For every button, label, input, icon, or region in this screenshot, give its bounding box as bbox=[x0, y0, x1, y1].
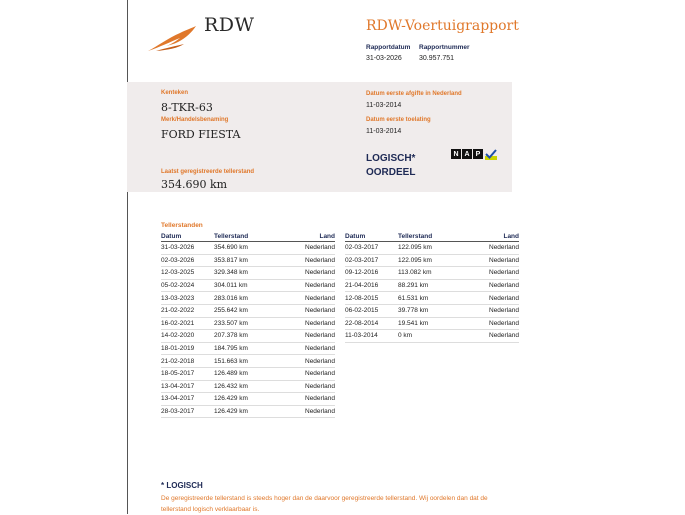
row-tellerstand: 113.082 km bbox=[398, 267, 468, 280]
eerste-toelating-value: 11-03-2014 bbox=[366, 128, 402, 135]
rapportnummer-label: Rapportnummer bbox=[419, 44, 470, 51]
row-tellerstand: 304.011 km bbox=[214, 279, 284, 292]
row-land: Nederland bbox=[284, 267, 335, 280]
row-tellerstand: 122.095 km bbox=[398, 242, 468, 255]
row-land: Nederland bbox=[284, 393, 335, 406]
row-land: Nederland bbox=[284, 317, 335, 330]
row-datum: 31-03-2026 bbox=[161, 242, 214, 255]
row-datum: 12-08-2015 bbox=[345, 292, 398, 305]
col-datum: Datum bbox=[161, 231, 214, 242]
table-row bbox=[345, 317, 519, 330]
merk-value: FORD FIESTA bbox=[161, 128, 241, 141]
row-datum: 12-03-2025 bbox=[161, 267, 214, 280]
table-row bbox=[161, 267, 335, 280]
col-tellerstand: Tellerstand bbox=[214, 231, 284, 242]
row-datum: 21-02-2018 bbox=[161, 355, 214, 368]
col-land: Land bbox=[468, 231, 519, 242]
table-row bbox=[161, 367, 335, 380]
row-land: Nederland bbox=[468, 317, 519, 330]
table-row bbox=[161, 355, 335, 368]
row-datum: 05-02-2024 bbox=[161, 279, 214, 292]
merk-label: Merk/Handelsbenaming bbox=[161, 117, 229, 123]
row-tellerstand: 126.429 km bbox=[214, 393, 284, 406]
nap-badge bbox=[451, 148, 497, 160]
report-title: RDW-Voertuigrapport bbox=[366, 18, 519, 34]
eerste-afgifte-label: Datum eerste afgifte in Nederland bbox=[366, 91, 462, 97]
row-land: Nederland bbox=[284, 330, 335, 343]
nap-letter: P bbox=[473, 149, 483, 159]
table-row bbox=[345, 304, 519, 317]
row-datum: 21-02-2022 bbox=[161, 304, 214, 317]
laatste-tellerstand-label: Laatst geregistreerde tellerstand bbox=[161, 169, 255, 175]
row-land: Nederland bbox=[284, 304, 335, 317]
table-row bbox=[161, 330, 335, 343]
row-tellerstand: 354.690 km bbox=[214, 242, 284, 255]
row-tellerstand: 126.429 km bbox=[214, 405, 284, 418]
row-tellerstand: 126.489 km bbox=[214, 367, 284, 380]
table-row bbox=[161, 292, 335, 305]
row-datum: 22-08-2014 bbox=[345, 317, 398, 330]
row-tellerstand: 184.795 km bbox=[214, 342, 284, 355]
table-row bbox=[345, 254, 519, 267]
kenteken-label: Kenteken bbox=[161, 90, 189, 96]
row-land: Nederland bbox=[284, 254, 335, 267]
row-datum: 06-02-2015 bbox=[345, 304, 398, 317]
table-row bbox=[345, 267, 519, 280]
row-land: Nederland bbox=[468, 267, 519, 280]
col-land: Land bbox=[284, 231, 335, 242]
row-land: Nederland bbox=[284, 342, 335, 355]
row-land: Nederland bbox=[468, 304, 519, 317]
row-land: Nederland bbox=[284, 405, 335, 418]
tellerstanden-table-left bbox=[161, 231, 335, 418]
table-row bbox=[161, 380, 335, 393]
table-row bbox=[161, 304, 335, 317]
row-datum: 14-02-2020 bbox=[161, 330, 214, 343]
row-datum: 02-03-2026 bbox=[161, 254, 214, 267]
table-header-row bbox=[345, 231, 519, 242]
row-tellerstand: 255.642 km bbox=[214, 304, 284, 317]
row-land: Nederland bbox=[284, 279, 335, 292]
tellerstanden-title: Tellerstanden bbox=[161, 222, 203, 229]
row-tellerstand: 126.432 km bbox=[214, 380, 284, 393]
table-row bbox=[345, 279, 519, 292]
row-tellerstand: 233.507 km bbox=[214, 317, 284, 330]
row-tellerstand: 353.817 km bbox=[214, 254, 284, 267]
footnote-title: * LOGISCH bbox=[161, 481, 203, 490]
table-row bbox=[345, 242, 519, 255]
tellerstanden-table-right bbox=[345, 231, 519, 343]
table-row bbox=[345, 292, 519, 305]
check-icon bbox=[485, 149, 497, 160]
nap-letter: N bbox=[451, 149, 461, 159]
row-land: Nederland bbox=[468, 279, 519, 292]
row-tellerstand: 0 km bbox=[398, 330, 468, 343]
rapportdatum-value: 31-03-2026 bbox=[366, 55, 402, 62]
row-land: Nederland bbox=[468, 330, 519, 343]
row-datum: 13-03-2023 bbox=[161, 292, 214, 305]
col-tellerstand: Tellerstand bbox=[398, 231, 468, 242]
row-tellerstand: 151.663 km bbox=[214, 355, 284, 368]
row-land: Nederland bbox=[468, 292, 519, 305]
row-land: Nederland bbox=[284, 367, 335, 380]
row-datum: 16-02-2021 bbox=[161, 317, 214, 330]
eerste-toelating-label: Datum eerste toelating bbox=[366, 117, 431, 123]
row-datum: 11-03-2014 bbox=[345, 330, 398, 343]
table-row bbox=[161, 242, 335, 255]
row-datum: 18-05-2017 bbox=[161, 367, 214, 380]
brand-name: RDW bbox=[204, 14, 255, 36]
kenteken-value: 8-TKR-63 bbox=[161, 101, 213, 114]
laatste-tellerstand-value: 354.690 km bbox=[161, 178, 228, 191]
row-tellerstand: 122.095 km bbox=[398, 254, 468, 267]
row-tellerstand: 19.541 km bbox=[398, 317, 468, 330]
row-tellerstand: 39.778 km bbox=[398, 304, 468, 317]
col-datum: Datum bbox=[345, 231, 398, 242]
row-tellerstand: 61.531 km bbox=[398, 292, 468, 305]
table-row bbox=[345, 330, 519, 343]
table-row bbox=[161, 342, 335, 355]
row-datum: 21-04-2016 bbox=[345, 279, 398, 292]
table-row bbox=[161, 279, 335, 292]
row-datum: 13-04-2017 bbox=[161, 393, 214, 406]
row-datum: 02-03-2017 bbox=[345, 254, 398, 267]
footnote-text: De geregistreerde tellerstand is steeds hoger dan de daarvoor geregistreerde tellerstand. Wij oordelen dan dat de tellerstand logisch verklaarbaar is. bbox=[161, 495, 488, 513]
row-datum: 09-12-2016 bbox=[345, 267, 398, 280]
table-row bbox=[161, 317, 335, 330]
row-land: Nederland bbox=[468, 254, 519, 267]
row-datum: 13-04-2017 bbox=[161, 380, 214, 393]
row-land: Nederland bbox=[284, 292, 335, 305]
rapportnummer-value: 30.957.751 bbox=[419, 55, 455, 62]
table-row bbox=[161, 254, 335, 267]
table-row bbox=[161, 405, 335, 418]
row-tellerstand: 88.291 km bbox=[398, 279, 468, 292]
row-land: Nederland bbox=[284, 355, 335, 368]
row-datum: 02-03-2017 bbox=[345, 242, 398, 255]
eerste-afgifte-value: 11-03-2014 bbox=[366, 102, 402, 109]
table-row bbox=[161, 393, 335, 406]
rdw-logo-icon bbox=[146, 24, 198, 54]
row-land: Nederland bbox=[284, 242, 335, 255]
row-tellerstand: 283.016 km bbox=[214, 292, 284, 305]
table-header-row bbox=[161, 231, 335, 242]
row-land: Nederland bbox=[284, 380, 335, 393]
row-datum: 18-01-2019 bbox=[161, 342, 214, 355]
rapportdatum-label: Rapportdatum bbox=[366, 44, 411, 51]
oordeel-status: LOGISCH* OORDEEL bbox=[366, 153, 416, 178]
row-tellerstand: 329.348 km bbox=[214, 267, 284, 280]
row-land: Nederland bbox=[468, 242, 519, 255]
row-datum: 28-03-2017 bbox=[161, 405, 214, 418]
row-tellerstand: 207.378 km bbox=[214, 330, 284, 343]
nap-letter: A bbox=[462, 149, 472, 159]
